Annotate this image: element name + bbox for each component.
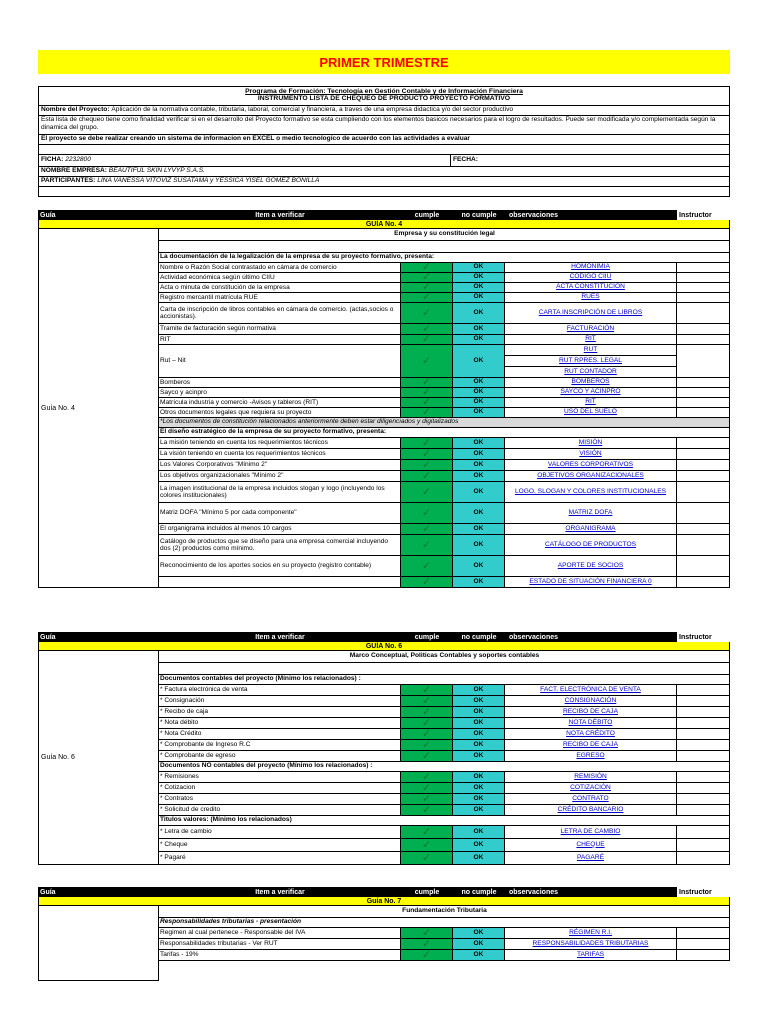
instructor-cell[interactable] (677, 783, 730, 794)
guia4-subtitle-2: El diseño estratégico de la empresa de su proyecto formativo, presenta: (159, 428, 730, 438)
guia4-item-6: RIT (159, 335, 401, 345)
guia6c-item-2: * Pagaré (159, 852, 401, 865)
check-icon: ✓ (401, 939, 453, 950)
instructor-cell[interactable] (677, 378, 730, 388)
observation-link[interactable]: RUES (505, 293, 677, 303)
guia7-item-0: Regimen al cual pertenece - Responsable del IVA (159, 928, 401, 939)
guia4c-item-4: La imagen institucional de la empresa incluidos slogan y logo (incluyendo los colores institucionales) (159, 482, 401, 503)
ok-label: OK (453, 335, 505, 345)
observation-link[interactable]: COTIZACIÓN (505, 783, 677, 794)
instructor-cell[interactable] (677, 335, 730, 345)
guia4-rut-item: Rut – Nit (159, 345, 401, 378)
check-icon: ✓ (401, 707, 453, 718)
instructor-cell[interactable] (677, 928, 730, 939)
page-title: PRIMER TRIMESTRE (38, 50, 730, 74)
fecha-label: FECHA: (453, 156, 478, 164)
observation-link[interactable]: VISIÓN (505, 449, 677, 460)
guia4c-item-8: Reconocimiento de los aportes socios en su proyecto (registro contable) (159, 556, 401, 577)
table-header: Guía Item a verificar cumple no cumple observaciones Instructor (38, 887, 730, 897)
instructor-cell[interactable] (677, 740, 730, 751)
check-icon: ✓ (401, 783, 453, 794)
observation-link[interactable]: CRÉDITO BANCARIO (505, 805, 677, 816)
observation-link[interactable]: RECIBO DE CAJA (505, 740, 677, 751)
instructor-cell[interactable] (677, 283, 730, 293)
ok-label: OK (453, 303, 505, 324)
check-icon: ✓ (401, 535, 453, 556)
purpose-text: Esta lista de chequeo tiene como finalidad verificar si en el desarrollo del Proyecto formativo se esta cumpliendo con los elementos basicos necesarios para el logro de resultados. Puede ser modificada y/o complementada según la dinamica del grupo. (38, 116, 730, 135)
instructor-cell[interactable] (677, 503, 730, 524)
instructor-cell[interactable] (677, 438, 730, 449)
observation-link[interactable]: VALORES CORPORATIVOS (505, 460, 677, 471)
ok-label: OK (453, 438, 505, 449)
guia4-item-4: Carta de inscripción de libros contables en cámara de comercio. (actas,socios o accionistas). (159, 303, 401, 324)
guia6-item-4: * Nota Crédito (159, 729, 401, 740)
ok-label: OK (453, 535, 505, 556)
instructor-cell[interactable] (677, 729, 730, 740)
ok-label: OK (453, 482, 505, 503)
guia6-section (38, 632, 730, 883)
instructor-cell[interactable] (677, 303, 730, 324)
ok-label: OK (453, 805, 505, 816)
observation-link[interactable]: SAYCO Y ACINPRO (505, 388, 677, 398)
project-value: Aplicación de la normativa contable, tributaria, laboral, comercial y financiera, a traves de una empresa didactica y/o del sector productivo (111, 106, 514, 114)
instrument-title: INSTRUMENTO LISTA DE CHEQUEO DE PRODUCTO PROYECTO FORMATIVO (257, 95, 511, 102)
guia4b-item-1: Sayco y acinpro (159, 388, 401, 398)
ok-label: OK (453, 740, 505, 751)
ok-label: OK (453, 718, 505, 729)
instructor-cell[interactable] (677, 273, 730, 283)
instructor-cell[interactable] (677, 696, 730, 707)
observation-link[interactable]: RESPONSABILIDADES TRIBUTARIAS (505, 939, 677, 950)
observation-link[interactable]: APORTE DE SOCIOS (505, 556, 677, 577)
instructor-cell[interactable] (677, 535, 730, 556)
guia6-bar: GUÍA No. 6 (38, 642, 730, 651)
observation-link[interactable]: MATRIZ DOFA (505, 503, 677, 524)
spacer (159, 241, 730, 253)
ok-label: OK (453, 794, 505, 805)
ok-label: OK (453, 839, 505, 852)
ok-label: OK (453, 751, 505, 762)
guia4b-item-0: Bomberos (159, 378, 401, 388)
observation-link[interactable]: CONTRATO (505, 794, 677, 805)
observation-link[interactable]: TARIFAS (505, 950, 677, 961)
ok-label: OK (453, 345, 505, 378)
observation-link[interactable]: LOGO, SLOGAN Y COLORES INSTITUCIONALES (505, 482, 677, 503)
instructor-cell[interactable] (677, 408, 730, 418)
empresa-value: BEAUTIFUL SKIN LYVYP S.A.S. (108, 167, 205, 175)
check-icon: ✓ (401, 503, 453, 524)
ok-label: OK (453, 408, 505, 418)
instructor-cell[interactable] (677, 718, 730, 729)
ok-label: OK (453, 293, 505, 303)
guia6b-item-2: * Contratos (159, 794, 401, 805)
guia4-label: Guía No. 4 (38, 229, 159, 588)
check-icon: ✓ (401, 524, 453, 535)
ok-label: OK (453, 852, 505, 865)
guia7-bar: Guía No. 7 (38, 897, 730, 906)
guia4c-item-5: Matriz DOFA "Mínimo 5 por cada componente" (159, 503, 401, 524)
check-icon: ✓ (401, 263, 453, 273)
check-icon: ✓ (401, 718, 453, 729)
observation-link[interactable]: CATÁLOGO DE PRODUCTOS (505, 535, 677, 556)
ok-label: OK (453, 283, 505, 293)
observation-link[interactable]: LETRA DE CAMBIO (505, 826, 677, 839)
ok-label: OK (453, 556, 505, 577)
table-header: Guía Item a verificar cumple no cumple observaciones Instructor (38, 632, 730, 642)
participantes-value: LINA VANESSA VITOVIZ SUSATAMA y YESSICA YISEL GOMEZ BONILLA (97, 177, 320, 185)
observation-link[interactable]: NOTA CRÉDITO (505, 729, 677, 740)
instructor-cell[interactable] (677, 345, 730, 378)
ok-label: OK (453, 783, 505, 794)
observation-link[interactable]: CARTA INSCRIPCIÓN DE LIBROS (505, 303, 677, 324)
guia6-item-1: * Consignación (159, 696, 401, 707)
guia4-item-0: Nombre o Razón Social contrastado en cámara de comercio (159, 263, 401, 273)
guia4b-item-3: Otros documentos legales que requiera su proyecto (159, 408, 401, 418)
check-icon: ✓ (401, 696, 453, 707)
ok-label: OK (453, 950, 505, 961)
observation-link[interactable]: EGRESO (505, 751, 677, 762)
guia4-item-3: Registro mercantil matrícula RUE (159, 293, 401, 303)
guia4-item-1: Actividad económica según último CIIU (159, 273, 401, 283)
guia4-section (38, 210, 730, 631)
guia7-label (38, 906, 159, 981)
instructor-cell[interactable] (677, 449, 730, 460)
instructor-cell[interactable] (677, 293, 730, 303)
observation-link[interactable]: CHEQUE (505, 839, 677, 852)
guia6-label: Guía No. 6 (38, 651, 159, 865)
observation-link[interactable]: PAGARÉ (505, 852, 677, 865)
instructor-cell[interactable] (677, 839, 730, 852)
guia6-item-5: * Comprobante de Ingreso R.C (159, 740, 401, 751)
ok-label: OK (453, 263, 505, 273)
observation-link[interactable]: FACT. ELECTRÓNICA DE VENTA (505, 685, 677, 696)
ok-label: OK (453, 928, 505, 939)
check-icon: ✓ (401, 345, 453, 378)
ok-label: OK (453, 826, 505, 839)
instructor-cell[interactable] (677, 826, 730, 839)
observation-link[interactable]: ESTADO DE SITUACIÓN FINANCIERA 0 (505, 577, 677, 588)
empresa-label: NOMBRE EMPRESA: (41, 167, 107, 175)
ok-label: OK (453, 685, 505, 696)
observation-link[interactable]: REMISIÓN (505, 772, 677, 783)
check-icon: ✓ (401, 378, 453, 388)
observation-link[interactable]: ACTA CONSTITUCIÓN (505, 283, 677, 293)
spacer (159, 663, 730, 675)
ok-label: OK (453, 524, 505, 535)
check-icon: ✓ (401, 685, 453, 696)
ok-label: OK (453, 696, 505, 707)
guia6c-item-1: * Cheque (159, 839, 401, 852)
check-icon: ✓ (401, 335, 453, 345)
ok-label: OK (453, 939, 505, 950)
instructor-cell[interactable] (677, 482, 730, 503)
observation-link[interactable]: USO DEL SUELO (505, 408, 677, 418)
observation-link[interactable]: FACTURACIÓN (505, 324, 677, 335)
check-icon: ✓ (401, 729, 453, 740)
guia6-item-6: * Comprobante de egreso (159, 751, 401, 762)
instructor-cell[interactable] (677, 707, 730, 718)
guia4c-item-6: El organigrama incluidos al menos 10 cargos (159, 524, 401, 535)
guia6b-item-1: * Cotizacion (159, 783, 401, 794)
guia4c-item-2: Los Valores Corporativos "Mínimo 2" (159, 460, 401, 471)
instructor-cell[interactable] (677, 263, 730, 273)
guia4-item-5: Tramite de facturación según normativa (159, 324, 401, 335)
check-icon: ✓ (401, 805, 453, 816)
check-icon: ✓ (401, 772, 453, 783)
instructor-cell[interactable] (677, 939, 730, 950)
ficha-label: FICHA: (41, 156, 64, 164)
participantes-label: PARTICIPANTES: (41, 177, 96, 185)
ok-label: OK (453, 378, 505, 388)
instructor-cell[interactable] (677, 751, 730, 762)
observation-link[interactable]: BOMBEROS (505, 378, 677, 388)
instructor-cell[interactable] (677, 950, 730, 961)
check-icon: ✓ (401, 303, 453, 324)
check-icon: ✓ (401, 928, 453, 939)
observation-link[interactable]: RÉGIMEN R.I. (505, 928, 677, 939)
instructor-cell[interactable] (677, 772, 730, 783)
check-icon: ✓ (401, 398, 453, 408)
guia6-item-3: * Nota débito (159, 718, 401, 729)
table-header: Guía Item a verificar cumple no cumple observaciones Instructor (38, 210, 730, 220)
check-icon: ✓ (401, 388, 453, 398)
ok-label: OK (453, 460, 505, 471)
check-icon: ✓ (401, 482, 453, 503)
check-icon: ✓ (401, 438, 453, 449)
guia4-subtitle-1: La documentación de la legalización de la empresa de su proyecto formativo, presenta: (159, 253, 730, 263)
observation-link[interactable]: RUT CONTADOR (505, 367, 677, 378)
guia4c-item-0: La misión teniendo en cuenta los requerimientos técnicos (159, 438, 401, 449)
guia7-item-2: Tarifas - 19% (159, 950, 401, 961)
program-title: Programa de Formación: Tecnología en Gestión Contable y de Información Financiera (245, 88, 523, 96)
guia6-subtitle-2: Documentos NO contables del proyecto (Mínimo los relacionados) : (159, 762, 730, 772)
ficha-value: 2232800 (65, 156, 91, 164)
instructor-cell[interactable] (677, 577, 730, 588)
guia4b-item-2: Matrícula industria y comercio -Avisos y tableros (RIT) (159, 398, 401, 408)
guia6b-item-0: * Remisiones (159, 772, 401, 783)
check-icon: ✓ (401, 577, 453, 588)
check-icon: ✓ (401, 826, 453, 839)
guia4c-item-9 (159, 577, 401, 588)
guia4c-item-7: Catálogo de productos que se diseño para una empresa comercial incluyendo dos (2) productos como mínimo. (159, 535, 401, 556)
check-icon: ✓ (401, 273, 453, 283)
guia4-note: *Los documentos de constitución relacionados anteriormente deben estar diligenciados y digitalizados (159, 418, 730, 428)
ok-label: OK (453, 388, 505, 398)
guia4-bar: GUÍA No. 4 (38, 220, 730, 229)
check-icon: ✓ (401, 283, 453, 293)
guia7-subtitle-1: Responsabilidades tributarias - presentación (159, 918, 730, 928)
observation-link[interactable]: RUT (505, 345, 677, 356)
guia7-item-1: Responsabilidades tributarias - Ver RUT (159, 939, 401, 950)
ok-label: OK (453, 398, 505, 408)
ok-label: OK (453, 324, 505, 335)
instructor-cell[interactable] (677, 556, 730, 577)
check-icon: ✓ (401, 950, 453, 961)
guia6b-item-3: * Solicitud de credito (159, 805, 401, 816)
instructor-cell[interactable] (677, 324, 730, 335)
project-label: Nombre del Proyecto: (41, 106, 110, 114)
ok-label: OK (453, 577, 505, 588)
observation-link[interactable]: RECIBO DE CAJA (505, 707, 677, 718)
observation-link[interactable]: ORGANIGRAMA (505, 524, 677, 535)
observation-link[interactable]: CONSIGNACIÓN (505, 696, 677, 707)
ok-label: OK (453, 273, 505, 283)
instructor-cell[interactable] (677, 388, 730, 398)
instructor-cell[interactable] (677, 460, 730, 471)
check-icon: ✓ (401, 740, 453, 751)
guia6-item-2: * Recibo de caja (159, 707, 401, 718)
guia7-title: Fundamentación Tributaria (159, 906, 730, 918)
guia4-item-2: Acta o minuta de constitución de la empresa (159, 283, 401, 293)
check-icon: ✓ (401, 556, 453, 577)
check-icon: ✓ (401, 460, 453, 471)
guia7-section (38, 887, 730, 986)
instructor-cell[interactable] (677, 794, 730, 805)
observation-link[interactable]: RUT RPRES. LEGAL (505, 356, 677, 367)
check-icon: ✓ (401, 839, 453, 852)
ok-label: OK (453, 707, 505, 718)
ok-label: OK (453, 449, 505, 460)
check-icon: ✓ (401, 449, 453, 460)
guia6-item-0: * Factura electrónica de venta (159, 685, 401, 696)
check-icon: ✓ (401, 794, 453, 805)
observation-link[interactable]: RIT (505, 398, 677, 408)
check-icon: ✓ (401, 324, 453, 335)
instructor-cell[interactable] (677, 524, 730, 535)
guia4c-item-3: Los objetivos organizacionales "Mínimo 2" (159, 471, 401, 482)
instructor-cell[interactable] (677, 805, 730, 816)
check-icon: ✓ (401, 408, 453, 418)
observation-link[interactable]: CÓDIGO CIIU (505, 273, 677, 283)
observation-link[interactable]: OBJETIVOS ORGANIZACIONALES (505, 471, 677, 482)
check-icon: ✓ (401, 293, 453, 303)
observation-link[interactable]: MISIÓN (505, 438, 677, 449)
guia6-subtitle-1: Documentos contables del proyecto (Mínimo los relacionados) : (159, 675, 730, 685)
check-icon: ✓ (401, 471, 453, 482)
observation-link[interactable]: NOTA DÉBITO (505, 718, 677, 729)
ok-label: OK (453, 729, 505, 740)
ok-label: OK (453, 503, 505, 524)
guia6c-item-0: * Letra de cambio (159, 826, 401, 839)
guia4-title: Empresa y su constitución legal (159, 229, 730, 241)
note-text: El proyecto se debe realizar creando un sistema de informacion en EXCEL o medio tecnologico de acuerdo con las actividades a evaluar (38, 135, 730, 145)
instructor-cell[interactable] (677, 398, 730, 408)
guia4c-item-1: La visión teniendo en cuenta los requerimientos técnicos (159, 449, 401, 460)
check-icon: ✓ (401, 751, 453, 762)
instructor-cell[interactable] (677, 852, 730, 865)
observation-link[interactable]: HOMONIMIA (505, 263, 677, 273)
project-info (38, 86, 730, 197)
ok-label: OK (453, 772, 505, 783)
observation-link[interactable]: RIT (505, 335, 677, 345)
guia6-title: Marco Conceptual, Politicas Contables y soportes contables (159, 651, 730, 663)
check-icon: ✓ (401, 852, 453, 865)
guia6-subtitle-3: Titulos valores: (Mínimo los relacionados) (159, 816, 730, 826)
instructor-cell[interactable] (677, 685, 730, 696)
instructor-cell[interactable] (677, 471, 730, 482)
ok-label: OK (453, 471, 505, 482)
